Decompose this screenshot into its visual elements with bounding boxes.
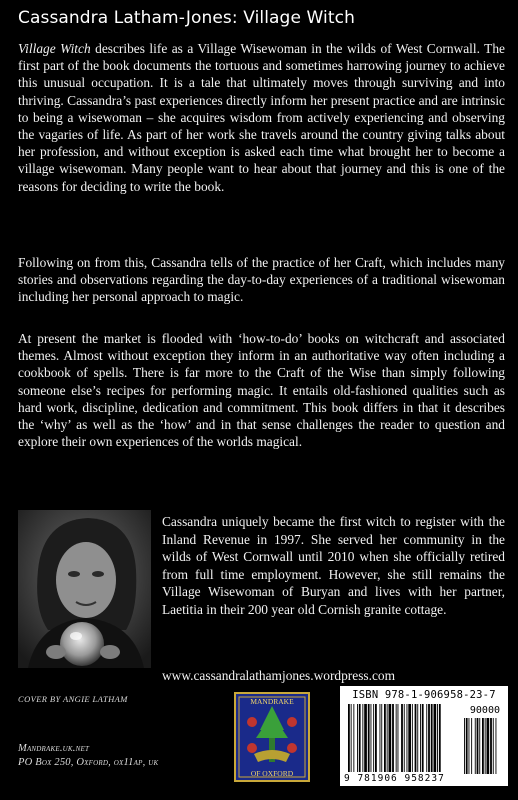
barcode-bar bbox=[439, 704, 441, 772]
logo-text-top: MANDRAKE bbox=[250, 697, 294, 706]
barcode-bar bbox=[392, 704, 394, 772]
publisher-website[interactable]: Mandrake.uk.net bbox=[18, 743, 90, 754]
barcode-bar bbox=[387, 704, 388, 772]
isbn-barcode bbox=[340, 686, 508, 786]
description-paragraph-2: Following on from this, Cassandra tells of the practice of her Craft, which includes many stories and observations regarding the day-to-day experiences of a traditional wisewoman including her personal approach to magic. bbox=[18, 255, 505, 305]
book-title: Cassandra Latham-Jones: Village Witch bbox=[18, 8, 355, 28]
barcode-bar bbox=[380, 704, 381, 772]
barcode-bar bbox=[412, 704, 413, 772]
barcode-bar bbox=[415, 704, 417, 772]
price-barcode-bar bbox=[464, 718, 465, 774]
ean-number: 9 781906 958237 bbox=[344, 773, 445, 784]
price-barcode-bar bbox=[493, 718, 494, 774]
logo-text-bottom: OF OXFORD bbox=[250, 769, 294, 778]
barcode-bar bbox=[371, 704, 372, 772]
barcode-bar bbox=[348, 704, 350, 772]
barcode-bar bbox=[396, 704, 397, 772]
price-barcode-bar bbox=[469, 718, 470, 774]
barcode-bar bbox=[417, 704, 418, 772]
book-title-italic: Village Witch bbox=[18, 41, 91, 56]
barcode-bar bbox=[420, 704, 421, 772]
barcode-bar bbox=[351, 704, 352, 772]
barcode-bar bbox=[407, 704, 408, 772]
cover-credit: COVER BY ANGIE LATHAM bbox=[18, 694, 128, 704]
barcode-bar bbox=[381, 704, 382, 772]
barcode-bar bbox=[362, 704, 363, 772]
description-paragraph-1-text: describes life as a Village Wisewoman in the wilds of West Cornwall. The first part of the book documents the tortuous and sometimes harrowing journey to achieve this unusual occupation. It is a tale that ultimately moves through surviving and into thriving. Cassandra’s past experiences directly inform her present practice and are intrinsic to being a wisewoman – she acquires wisdom from actively experiencing and observing the vagaries of life. As part of her work she travels around the country giving talks about her profession, and without exception is asked each time what brought her to become a village wisewoman. Many people want to hear about that journey and this is one of the reasons for deciding to write the book. bbox=[18, 41, 505, 194]
barcode-bars bbox=[340, 686, 508, 786]
price-barcode-bar bbox=[466, 718, 468, 774]
barcode-bar bbox=[357, 704, 358, 772]
barcode-bar bbox=[368, 704, 370, 772]
price-barcode-bar bbox=[485, 718, 486, 774]
barcode-bar bbox=[426, 704, 427, 772]
barcode-bar bbox=[389, 704, 392, 772]
description-paragraph-3: At present the market is flooded with ‘how-to-do’ books on witchcraft and associated themes. Almost without exception they inform in an authoritative way often including a cookbook of spells. There is far more to the Craft of the Wise than simply following someone else’s recipes for performing magic. It entails old-fashioned qualities such as hard work, discipline, dedication and commitment. This book differs in that it describes the ‘why’ as well as the ‘how’ and in that sense challenges the reader to question and explore their own experiences of the worlds magical. bbox=[18, 331, 505, 450]
barcode-bar bbox=[434, 704, 437, 772]
author-website-link[interactable]: www.cassandralathamjones.wordpress.com bbox=[162, 668, 396, 683]
barcode-bar bbox=[431, 704, 433, 772]
price-barcode-bar bbox=[487, 718, 490, 774]
description-paragraph-1 bbox=[18, 40, 505, 195]
barcode-bar bbox=[375, 704, 377, 772]
price-code: 90000 bbox=[469, 705, 500, 716]
price-barcode-bar bbox=[471, 718, 472, 774]
barcode-bar bbox=[398, 704, 399, 772]
barcode-bar bbox=[401, 704, 403, 772]
price-barcode-bar bbox=[477, 718, 479, 774]
publisher-address bbox=[18, 742, 158, 770]
price-barcode-bar bbox=[479, 718, 480, 774]
price-barcode-bar bbox=[475, 718, 476, 774]
barcode-bar bbox=[353, 704, 354, 772]
barcode-bar bbox=[428, 704, 430, 772]
barcode-bar bbox=[359, 704, 361, 772]
author-photo bbox=[18, 510, 151, 668]
publisher-postal-address: PO Box 250, Oxford, ox11ap, uk bbox=[18, 757, 159, 768]
price-barcode-bar bbox=[482, 718, 484, 774]
barcode-bar bbox=[373, 704, 374, 772]
price-barcode-bar bbox=[496, 718, 497, 774]
mandrake-logo bbox=[234, 692, 310, 782]
barcode-bar bbox=[364, 704, 367, 772]
barcode-bar bbox=[437, 704, 438, 772]
barcode-bar bbox=[422, 704, 424, 772]
author-bio: Cassandra uniquely became the first witch to register with the Inland Revenue in 1997. She served her community in the wilds of West Cornwall until 2010 when she officially retired from full time employment. However, she still remains the Village Wisewoman of Buryan and lives with her partner, Laetitia in their 200 year old Cornish granite cottage. bbox=[162, 514, 505, 617]
barcode-bar bbox=[408, 704, 411, 772]
barcode-bar bbox=[384, 704, 386, 772]
isbn-number: ISBN 978-1-906958-23-7 bbox=[352, 689, 496, 701]
barcode-bar bbox=[404, 704, 405, 772]
price-barcode-bar bbox=[490, 718, 492, 774]
